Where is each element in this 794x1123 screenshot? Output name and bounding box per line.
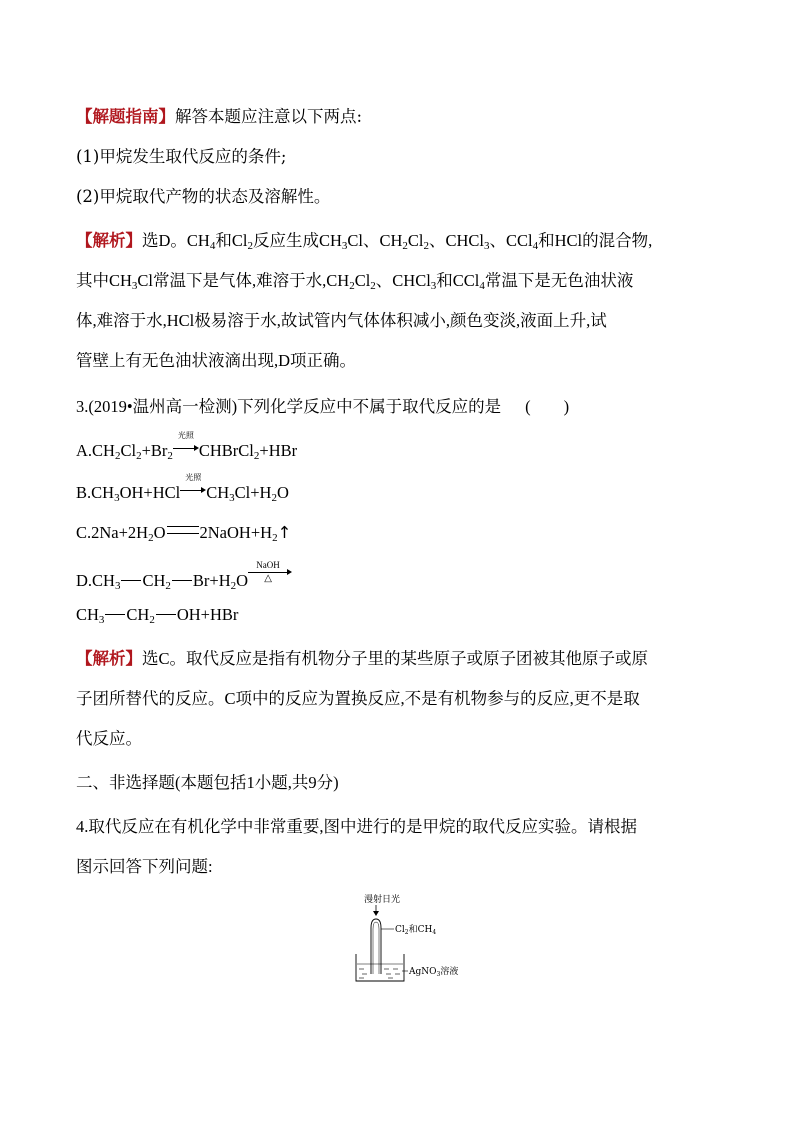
text-seg: 其中CH (76, 271, 132, 290)
question-3-stem (76, 396, 736, 418)
analysis-2-line-3: 代反应。 (76, 729, 142, 748)
text-seg: 选D。CH (142, 231, 210, 250)
text-seg: Cl、CH (347, 231, 403, 250)
heat-condition: △ (264, 573, 272, 584)
single-bond (105, 614, 125, 615)
light-condition: 光照 (185, 473, 202, 482)
naoh-condition: NaOH (256, 560, 280, 570)
text-seg: 选C。取代反应是指有机物分子里的某些原子或原子团被其他原子或原 (142, 649, 649, 668)
light-arrow (180, 473, 206, 496)
analysis-1-line-4: 管壁上有无色油状液滴出现,D项正确。 (76, 351, 357, 370)
analysis-1-line-2: 其中$CH_3Cl$常温下是气体,难溶于水$,CH_2Cl_2$、CHCl$_3$和CCl$_4$常温下是无色油状液 (76, 271, 634, 292)
analysis-2-tag: 【解析】 (76, 649, 142, 668)
option-c: $C.2Na+2H_2O$ $2NaOH+H_2↑$ (76, 523, 292, 544)
text-seg: OH+HBr (176, 605, 239, 624)
guide-point-1: (1)甲烷发生取代反应的条件; (76, 147, 287, 166)
label-solution: AgNO$_3$溶液 (409, 967, 459, 978)
question-4-line-1: 4.取代反应在有机化学中非常重要,图中进行的是甲烷的取代反应实验。请根据 (76, 817, 637, 836)
text-seg: CH (126, 605, 150, 624)
option-d: $D.CH_3$ $CH_2$ $Br+H_2O$ NaOH △ (76, 566, 736, 592)
analysis-1-line-3: 体,难溶于水,HCl极易溶于水,故试管内气体体积减小,颜色变淡,液面上升,试 (76, 311, 607, 330)
guide-tag: 【解题指南】 (76, 107, 175, 126)
equals-sign (167, 526, 199, 534)
single-bond (156, 614, 176, 615)
text-seg: 和Cl (215, 231, 248, 250)
text-seg: O (276, 483, 289, 502)
option-b: $B.CH_3OH+HCl$ 光照 $CH_3Cl+H_2O$ (76, 473, 289, 504)
text-seg: Cl (354, 271, 371, 290)
text-seg: 常温下是无色油状液 (484, 271, 634, 290)
text-seg: 和HCl的混合物, (538, 231, 653, 250)
text-seg: +Br (141, 441, 168, 460)
test-tube (371, 919, 381, 974)
text-seg: C.2Na+2H (76, 523, 149, 542)
guide-intro: 解答本题应注意以下两点: (175, 107, 363, 126)
analysis-1-tag: 【解析】 (76, 231, 142, 250)
label-gas: $Cl_2$和$CH_4$ (395, 925, 437, 936)
text-seg: O (236, 571, 249, 590)
answer-blank: ( ) (525, 397, 570, 416)
text-seg: 2NaOH+H (199, 523, 273, 542)
gas-up-arrow-icon: ↑ (277, 523, 292, 542)
analysis-2-line-2: 子团所替代的反应。C项中的反应为置换反应,不是有机物参与的反应,更不是取 (76, 689, 640, 708)
text-seg: Br+H (192, 571, 231, 590)
experiment-figure (350, 888, 470, 988)
text-seg: A.CH (76, 441, 115, 460)
text-seg: D.CH (76, 571, 115, 590)
text-seg: 和CCl (436, 271, 480, 290)
text-seg: +HBr (259, 441, 298, 460)
text-seg: CHBrCl (198, 441, 254, 460)
light-arrow-head (373, 911, 379, 916)
text-seg: 、CHCl (375, 271, 431, 290)
text-seg: O (153, 523, 166, 542)
text-seg: Cl+H (234, 483, 272, 502)
option-a: $A.CH_2Cl_2+Br_2$ 光照 CHBrCl$_2$+HBr (76, 431, 298, 462)
guide-point-2: (2)甲烷取代产物的状态及溶解性。 (76, 187, 331, 206)
beaker (356, 954, 404, 981)
text-seg: CH (76, 605, 99, 624)
naoh-heat-arrow (248, 560, 292, 588)
analysis-1-line-1: 【解析】选D。$CH_4$和$Cl_2$反应生成$CH_3Cl$、$CH_2Cl_2$、CHCl$_3$、CCl$_4$和HCl的混合物, (76, 231, 653, 252)
question-4-line-2: 图示回答下列问题: (76, 857, 213, 876)
liquid-hatching (359, 969, 400, 978)
label-light: 漫射日光 (364, 895, 401, 905)
test-tube-inner (373, 922, 379, 974)
section-heading: 二、非选择题(本题包括1小题,共9分) (76, 773, 339, 792)
text-seg: Cl常温下是气体,难溶于水,CH (137, 271, 350, 290)
text-seg: Cl (407, 231, 424, 250)
light-arrow (173, 431, 199, 454)
question-3-text: 3.(2019•温州高一检测)下列化学反应中不属于取代反应的是 (76, 397, 502, 416)
text-seg: Cl (120, 441, 137, 460)
analysis-2-line-1 (76, 648, 736, 670)
single-bond (121, 580, 141, 581)
text-seg: 反应生成CH (252, 231, 342, 250)
text-seg: CH (142, 571, 166, 590)
text-seg: OH+HCl (119, 483, 181, 502)
light-condition: 光照 (177, 431, 194, 440)
text-seg: 、CCl (489, 231, 533, 250)
text-seg: CH (206, 483, 230, 502)
single-bond (172, 580, 192, 581)
guide-intro-line (76, 106, 736, 128)
text-seg: B.CH (76, 483, 115, 502)
text-seg: 、CHCl (428, 231, 484, 250)
methane-substitution-apparatus (350, 888, 470, 988)
option-d-product: $CH_3$ $CH_2$ OH+HBr (76, 605, 239, 626)
